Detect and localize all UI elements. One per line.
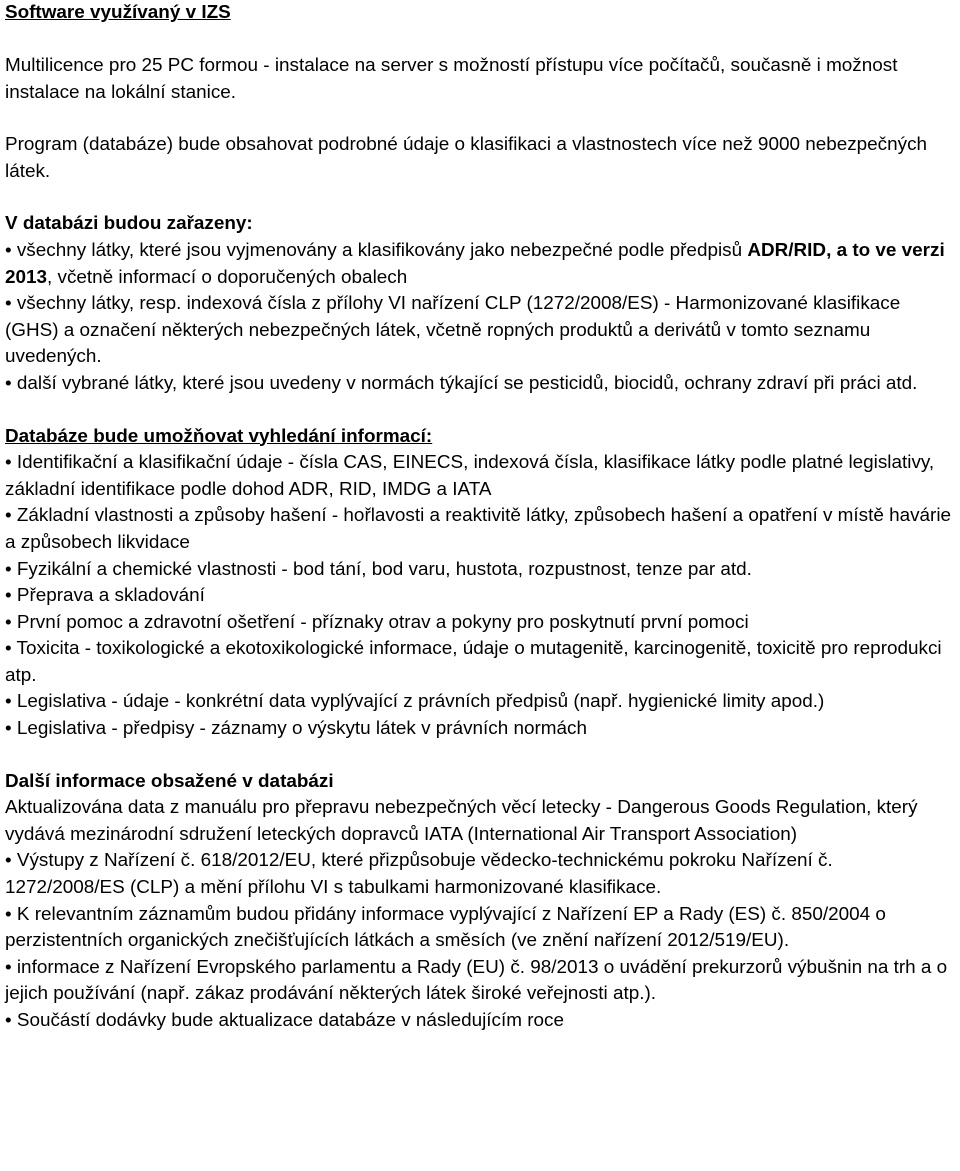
list-item: • informace z Nařízení Evropského parlamentu a Rady (EU) č. 98/2013 o uvádění prekurzorů výbušnin na trh a o jejich používání (např. zákaz prodávání některých látek široké veřejnosti atp.). (5, 956, 948, 1005)
list-item: • Identifikační a klasifikační údaje - čísla CAS, EINECS, indexová čísla, klasifikace látky podle platné legislativy, základní identifikace podle dohod ADR, RID, IMDG a IATA (5, 452, 935, 500)
intro-paragraph-2: Program (databáze) bude obsahovat podrobné údaje o klasifikaci a vlastnostech více než 9000 nebezpečných látek. (5, 134, 928, 182)
spacer (5, 27, 955, 53)
section-heading-additional: Další informace obsažené v databázi (5, 770, 334, 792)
section-heading-included: V databázi budou zařazeny: (5, 213, 253, 235)
list-item: • K relevantním záznamům budou přidány informace vyplývající z Nařízení EP a Rady (ES) č. 850/2004 o perzistentních organických znečišťujících látkách a směsích (ve znění nařízení 2012/519/EU). (5, 903, 886, 952)
list-item: • Legislativa - údaje - konkrétní data vyplývající z právních předpisů (např. hygienické limity apod.) (5, 691, 825, 713)
list-item: • všechny látky, resp. indexová čísla z přílohy VI nařízení CLP (1272/2008/ES) - Harmonizované klasifikace (GHS) a označení některých nebezpečných látek, včetně ropných produktů a derivátů v tomto seznamu uvedených. (5, 293, 901, 368)
list-item: • Výstupy z Nařízení č. 618/2012/EU, které přizpůsobuje vědecko-technickému pokroku Nařízení č. 1272/2008/ES (CLP) a mění přílohu VI s tabulkami harmonizované klasifikace. (5, 850, 833, 899)
list-item: • První pomoc a zdravotní ošetření - příznaky otrav a pokyny pro poskytnutí první pomoci (5, 611, 749, 633)
spacer (5, 185, 955, 211)
spacer (5, 106, 955, 132)
list-item-bold-text: ADR/RID, a to ve verzi 2013 (5, 239, 945, 288)
list-item: • Základní vlastnosti a způsoby hašení - hořlavosti a reaktivitě látky, způsobech hašení a opatření v místě havárie a způsobech likvidace (5, 505, 952, 553)
list-item (5, 238, 955, 291)
list-item: • Součástí dodávky bude aktualizace databáze v následujícím roce (5, 1010, 564, 1031)
spacer (5, 743, 955, 769)
list-item: • Legislativa - předpisy - záznamy o výskytu látek v právních normách (5, 718, 587, 740)
list-item: • Fyzikální a chemické vlastnosti - bod tání, bod varu, hustota, rozpustnost, tenze par atd. (5, 558, 752, 580)
section-heading-search: Databáze bude umožňovat vyhledání informací: (5, 425, 433, 447)
list-item: • Toxicita - toxikologické a ekotoxikologické informace, údaje o mutagenitě, karcinogenitě, toxicitě pro reprodukci atp. (5, 638, 942, 686)
document-page (5, 0, 955, 1035)
list-item-text: , včetně informací o doporučených obalech (47, 266, 408, 288)
intro-paragraph-1: Multilicence pro 25 PC formou - instalace na server s možností přístupu více počítačů, současně i možnost instalace na lokální stanice. (5, 55, 898, 103)
list-item: • další vybrané látky, které jsou uvedeny v normách týkající se pesticidů, biocidů, ochrany zdraví při práci atd. (5, 372, 918, 394)
section-intro-paragraph: Aktualizována data z manuálu pro přepravu nebezpečných věcí letecky - Dangerous Goods Regulation, který vydává mezinárodní sdružení leteckých dopravců IATA (International Air Transport Association) (5, 797, 918, 845)
list-item-text: • všechny látky, které jsou vyjmenovány a klasifikovány jako nebezpečné podle předpisů (5, 239, 748, 261)
spacer (5, 398, 955, 424)
list-item: • Přeprava a skladování (5, 585, 205, 607)
page-title: Software využívaný v IZS (5, 2, 231, 23)
